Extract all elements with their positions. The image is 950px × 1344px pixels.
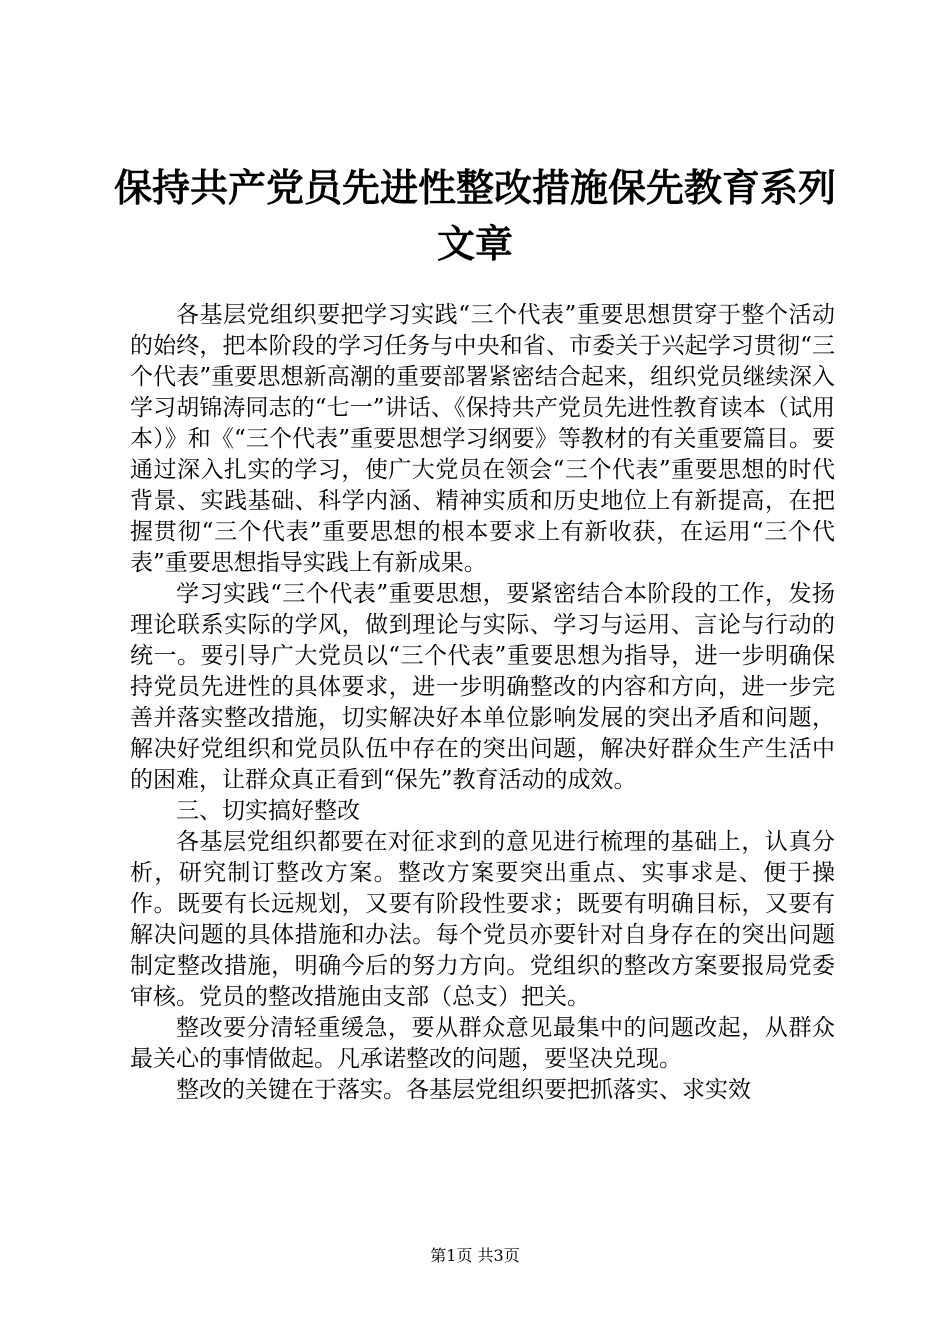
body-paragraph: 各基层党组织要把学习实践“三个代表”重要思想贯穿于整个活动的始终，把本阶段的学习任务与中央和省、市委关于兴起学习贯彻“三个代表”重要思想新高潮的重要部署紧密结合起来，组织党员继续深入学习胡锦涛同志的“七一”讲话、《保持共产党员先进性教育读本（试用本）》和《“三个代表”重要思想学习纲要》等教材的有关重要篇目。要通过深入扎实的学习，使广大党员在领会“三个代表”重要思想的时代背景、实践基础、科学内涵、精神实质和历史地位上有新提高，在把握贯彻“三个代表”重要思想的根本要求上有新收获，在运用“三个代表”重要思想指导实践上有新成果。 bbox=[130, 302, 835, 576]
document-title: 保持共产党员先进性整改措施保先教育系列文章 bbox=[113, 165, 836, 266]
body-paragraph: 各基层党组织都要在对征求到的意见进行梳理的基础上，认真分析，研究制订整改方案。整改方案要突出重点、实事求是、便于操作。既要有长远规划，又要有阶段性要求；既要有明确目标，又要有解决问题的具体措施和办法。每个党员亦要针对自身存在的突出问题制定整改措施，明确今后的努力方向。党组织的整改方案要报局党委审核。党员的整改措施由支部（总支）把关。 bbox=[130, 829, 835, 1010]
page-number-footer: 第1页 共3页 bbox=[430, 1246, 520, 1265]
body-paragraph: 整改要分清轻重缓急，要从群众意见最集中的问题改起，从群众最关心的事情做起。凡承诺整改的问题，要坚决兑现。 bbox=[130, 1015, 835, 1072]
body-paragraph: 整改的关键在于落实。各基层党组织要把抓落实、求实效 bbox=[176, 1077, 751, 1103]
section-heading: 三、切实搞好整改 bbox=[176, 798, 360, 824]
body-paragraph: 学习实践“三个代表”重要思想，要紧密结合本阶段的工作，发扬理论联系实际的学风，做到理论与实际、学习与运用、言论与行动的统一。要引导广大党员以“三个代表”重要思想为指导，进一步明确保持党员先进性的具体要求，进一步明确整改的内容和方向，进一步完善并落实整改措施，切实解决好本单位影响发展的突出矛盾和问题，解决好党组织和党员队伍中存在的突出问题，解决好群众生产生活中的困难，让群众真正看到“保先”教育活动的成效。 bbox=[130, 581, 835, 793]
document-body bbox=[130, 300, 835, 1106]
